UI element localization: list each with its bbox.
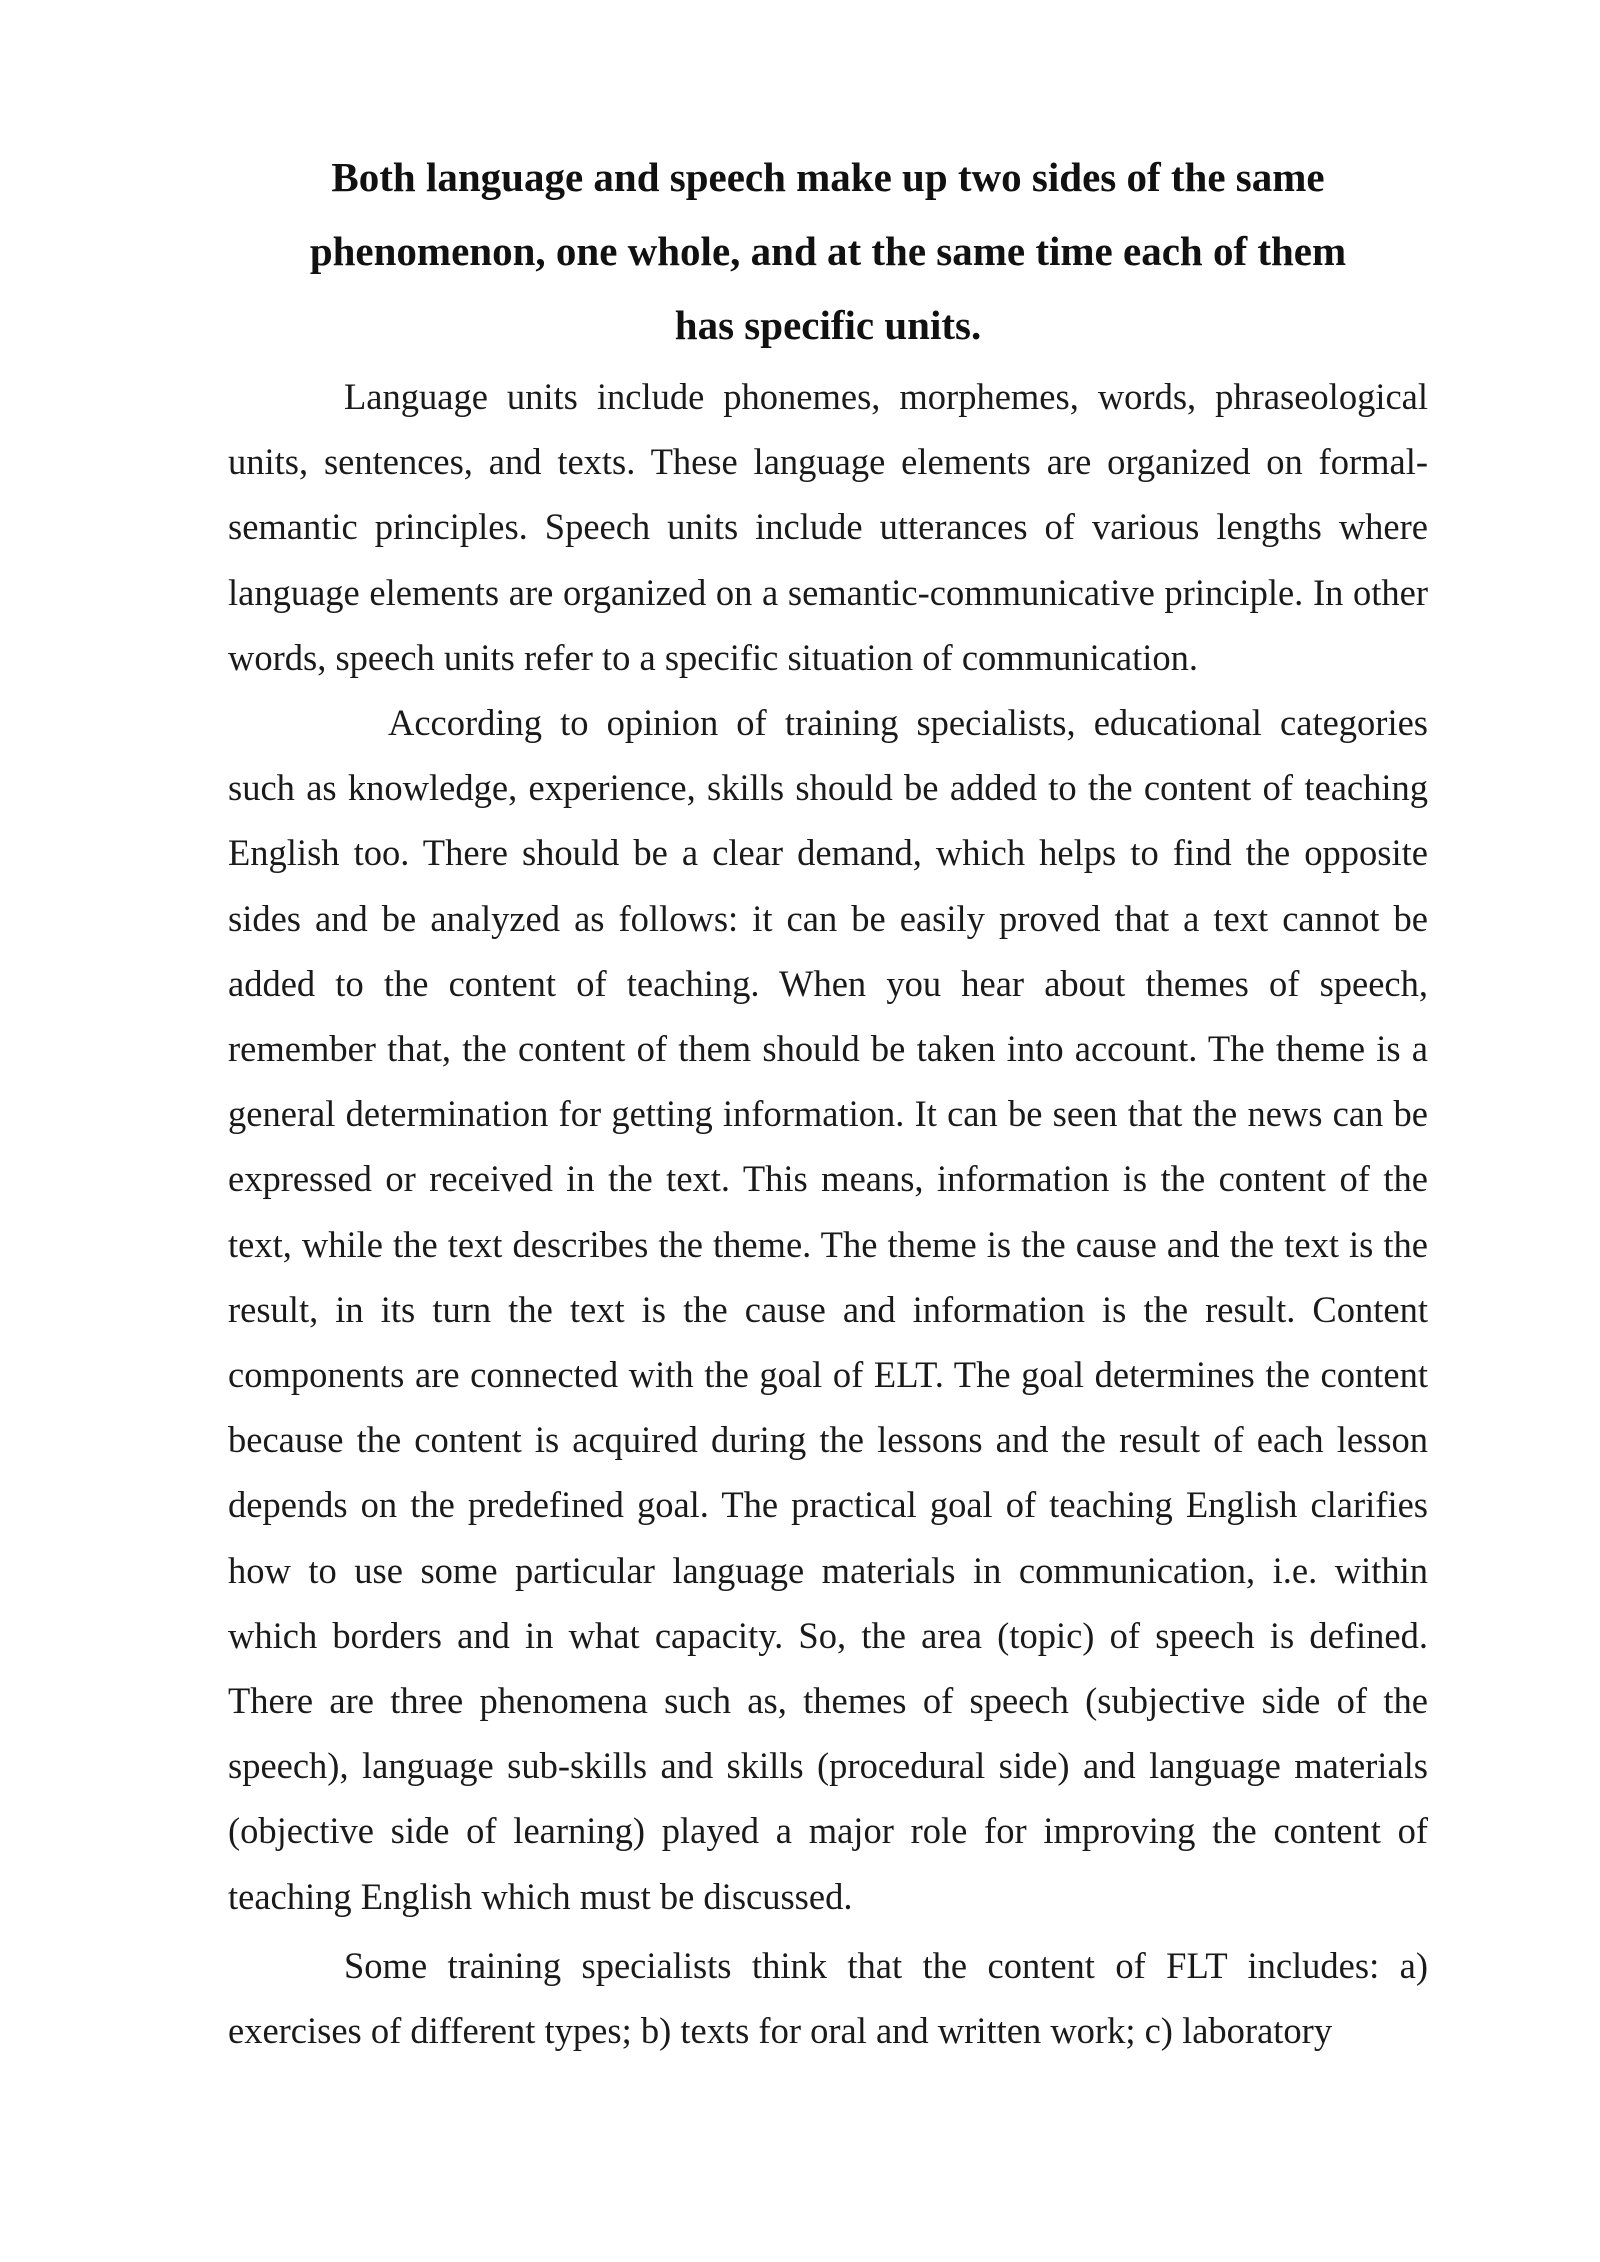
document-body — [228, 140, 1428, 2063]
heading-line: Both language and speech make up two sides of the same — [331, 154, 1325, 200]
paragraph-flt-content: Some training specialists think that the content of FLT includes: a) exercises of different types; b) texts for oral and written work; c) laboratory — [228, 1944, 1428, 2052]
heading-line: has specific units. — [674, 302, 982, 348]
paragraph-educational-categories: According to opinion of training specialists, educational categories such as knowledge, experience, skills should be added to the content of teaching English too. There should be a clear demand, which helps to find the opposite sides and be analyzed as follows: it can be easily proved that a text cannot be added to the content of teaching. When you hear about themes of speech, remember that, the content of them should be taken into account. The theme is a general determination for getting information. It can be seen that the news can be expressed or received in the text. This means, information is the content of the text, while the text describes the theme. The theme is the cause and the text is the result, in its turn the text is the cause and information is the result. Content components are connected with the goal of ELT. The goal determines the content because the content is acquired during the lessons and the result of each lesson depends on the predefined goal. The practical goal of teaching English clarifies how to use some particular language materials in communication, i.e. within which borders and in what capacity. So, the area (topic) of speech is defined. There are three phenomena such as, themes of speech (subjective side of the speech), language sub-skills and skills (procedural side) and language materials (objective side of learning) played a major role for improving the content of teaching English which must be discussed. — [228, 702, 1428, 1917]
section-heading — [228, 140, 1428, 362]
heading-line: phenomenon, one whole, and at the same time each of them — [309, 228, 1347, 274]
paragraph-language-units: Language units include phonemes, morphemes, words, phraseological units, sentences, and texts. These language elements are organized on formal-semantic principles. Speech units include utterances of various lengths where language elements are organized on a semantic-communicative principle. In other words, speech units refer to a specific situation of communication. — [228, 376, 1428, 678]
